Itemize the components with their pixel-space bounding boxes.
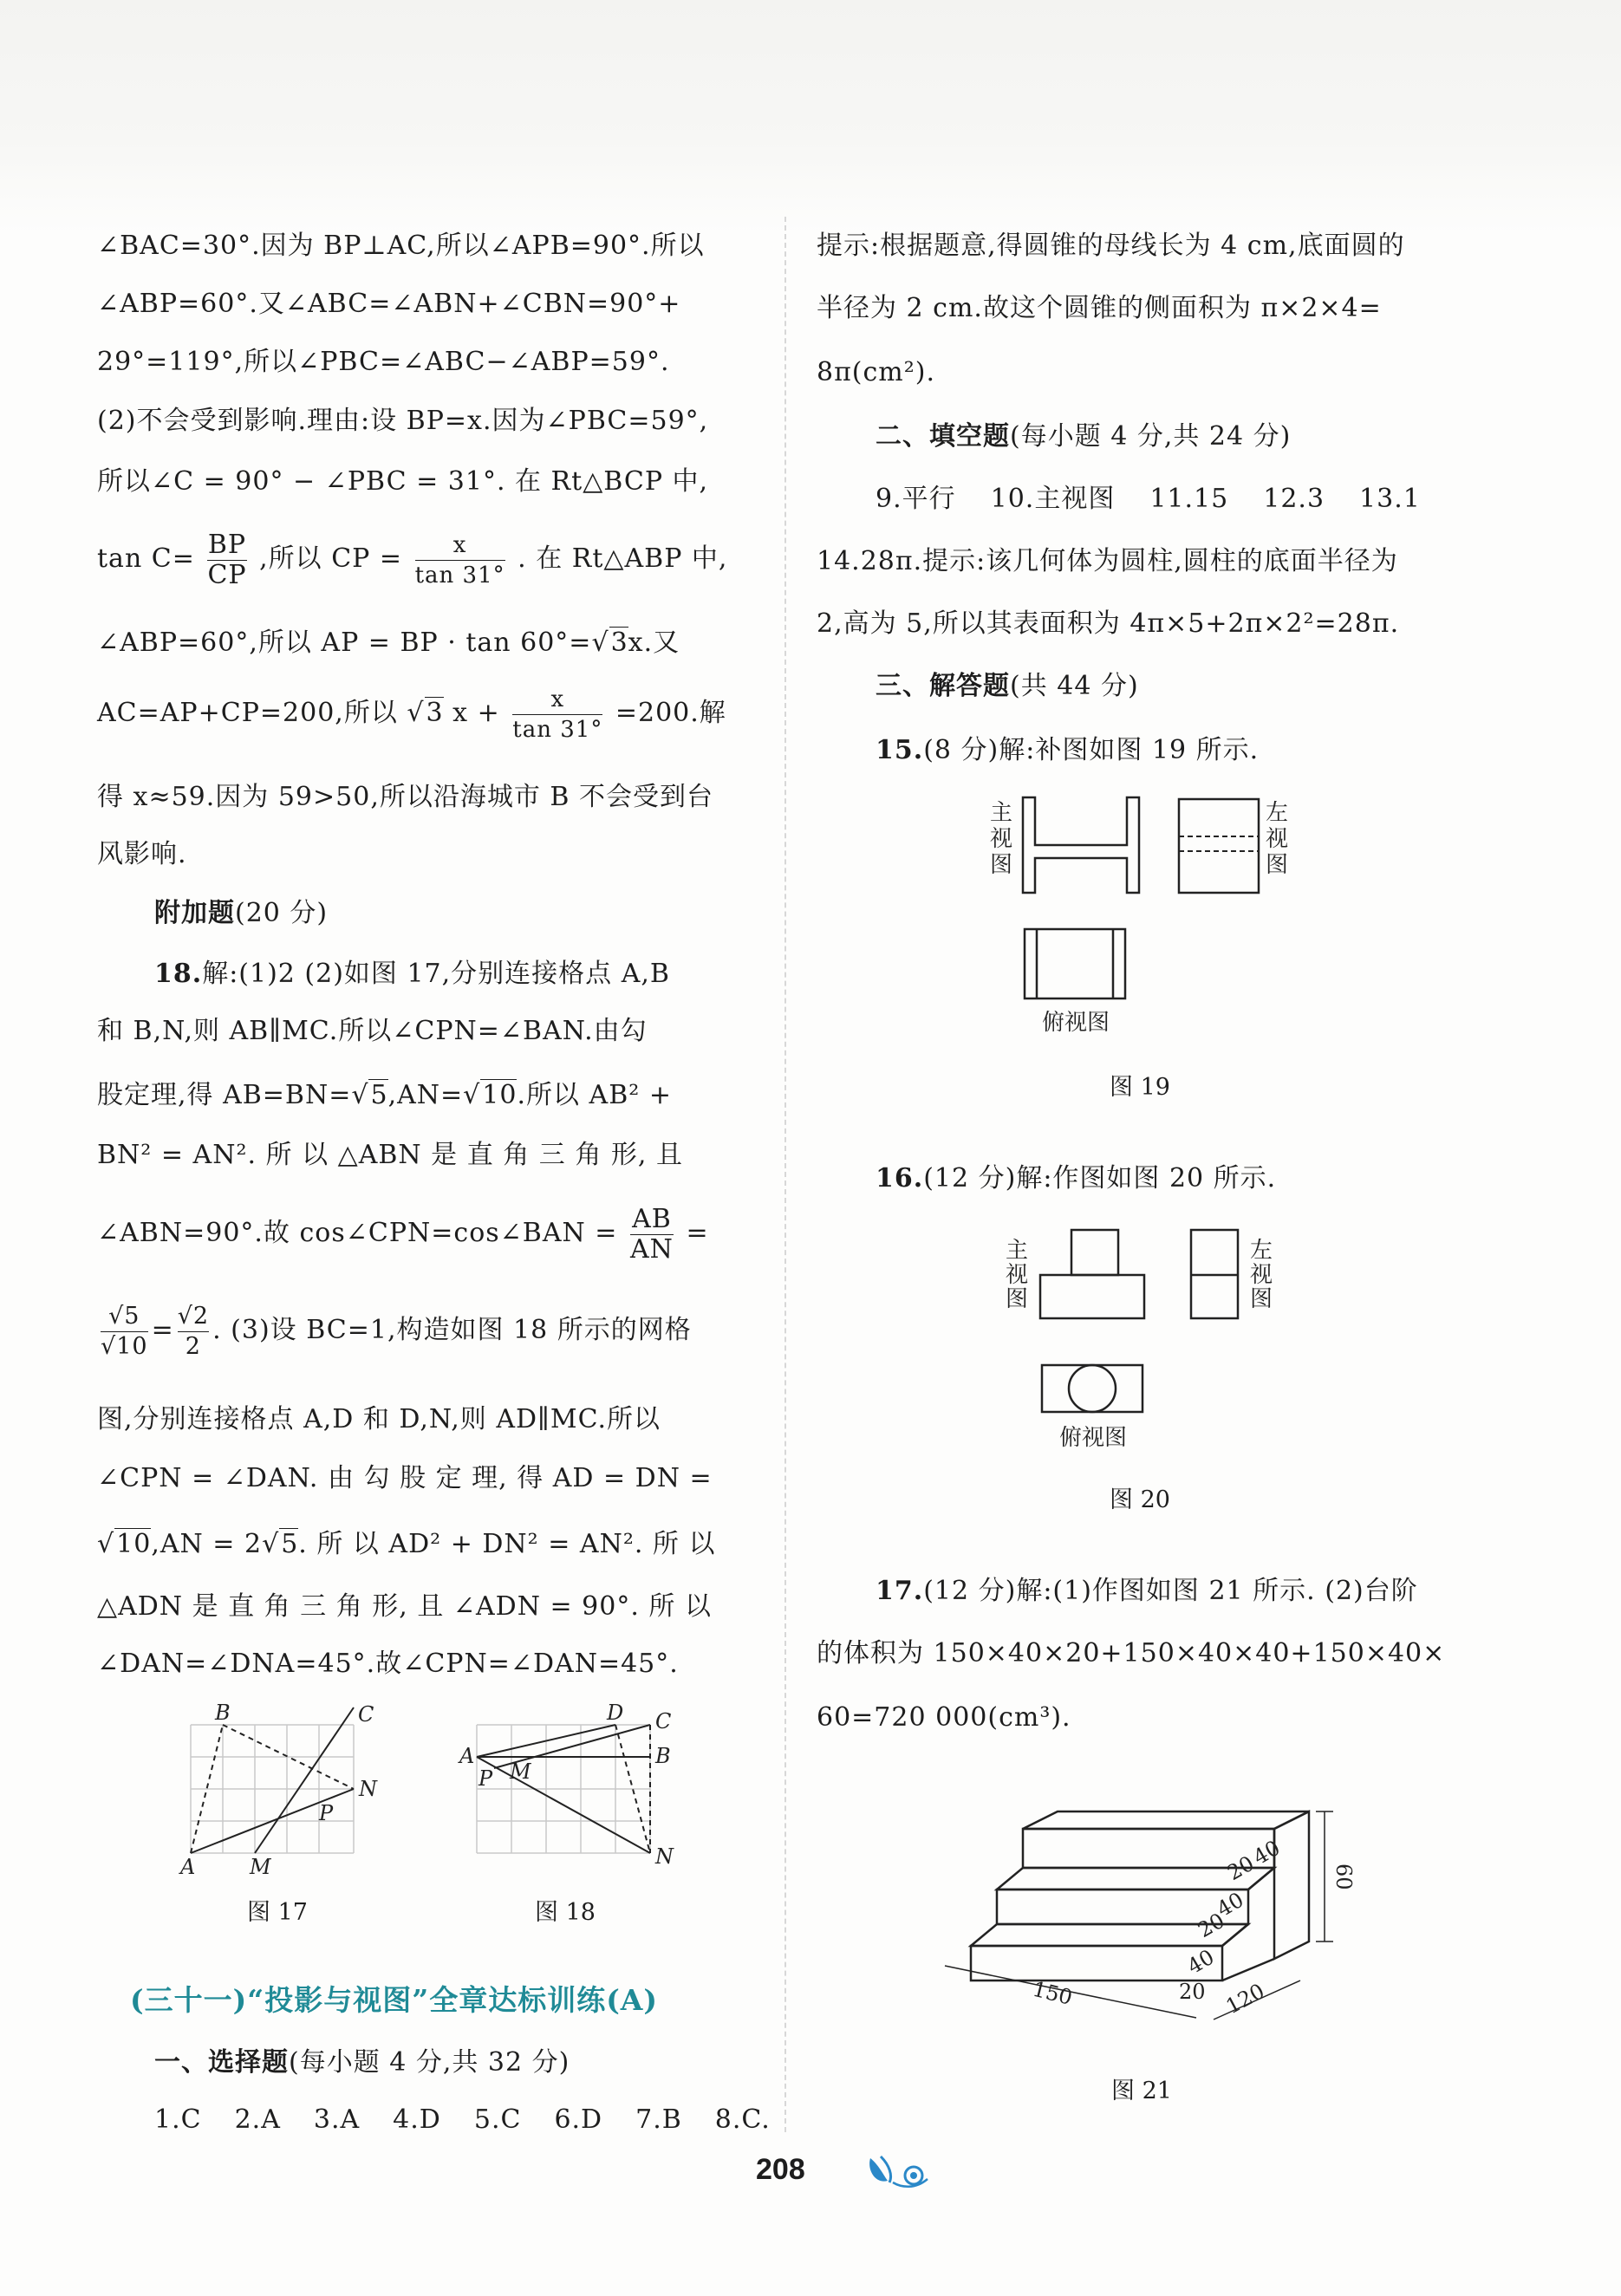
view-label-char: 图 <box>1006 1286 1029 1312</box>
figure-17 <box>173 1701 399 1879</box>
view-label-char: 图 <box>1250 1286 1273 1312</box>
label-D: D <box>607 1701 624 1725</box>
fraction <box>207 530 246 590</box>
label-N: N <box>359 1777 377 1801</box>
text-line: 60=720 000(cm³). <box>817 1702 1071 1733</box>
label-A: A <box>180 1855 196 1879</box>
top-view-shape <box>1042 1365 1143 1412</box>
heading-text: 一、选择题 <box>154 2047 289 2078</box>
sqrt-sign: √ <box>591 628 609 658</box>
view-label-char: 主 <box>990 800 1013 826</box>
section-heading <box>154 2046 570 2080</box>
answer: 3.A <box>313 2104 361 2135</box>
numerator: x <box>512 685 602 715</box>
view-label-char: 主 <box>1006 1238 1029 1264</box>
figure-18 <box>459 1701 685 1872</box>
text: AC=AP+CP=200,所以 <box>97 698 398 728</box>
text: ∠ABP=60°,所以 AP = BP · tan 60°= <box>97 628 592 658</box>
sqrt-sign: √ <box>407 698 425 728</box>
segment-AN <box>477 1757 650 1853</box>
label-N: N <box>655 1844 674 1869</box>
dim-label: 150 <box>1030 1976 1075 2010</box>
numerator: AB <box>630 1205 674 1235</box>
text-line: ∠DAN=∠DNA=45°.故∠CPN=∠DAN=45°. <box>97 1649 679 1679</box>
text: x.又 <box>628 628 680 658</box>
label-M: M <box>510 1759 531 1784</box>
page-number: 208 <box>756 2153 805 2186</box>
answer-row <box>876 482 1421 517</box>
text: ,所以 CP = <box>259 543 403 574</box>
fraction <box>415 530 505 590</box>
denominator: √10 <box>101 1332 148 1360</box>
heading-text: 二、填空题 <box>876 421 1010 452</box>
text-line: 图,分别连接格点 A,D 和 D,N,则 AD∥MC.所以 <box>97 1404 661 1434</box>
answer: 6.D <box>554 2104 603 2135</box>
answer: 4.D <box>393 2104 441 2135</box>
text: ,AN = 2 <box>151 1529 263 1559</box>
text: = <box>686 1218 709 1248</box>
text-line: △ADN 是 直 角 三 角 形, 且 ∠ADN = 90°. 所 以 <box>97 1591 712 1622</box>
view-label-char: 图 <box>1266 852 1289 878</box>
denominator: 2 <box>185 1332 201 1360</box>
dim-label: 120 <box>1221 1979 1269 2020</box>
view-label-char: 视 <box>1250 1262 1273 1288</box>
label-M: M <box>250 1855 271 1879</box>
sqrt-sign: √ <box>351 1080 369 1110</box>
dim-label: 40 <box>1249 1835 1285 1870</box>
question-number: 15. <box>876 735 924 765</box>
text: (12 分)解:作图如图 20 所示. <box>923 1163 1277 1194</box>
left-view-shape <box>1191 1230 1238 1318</box>
numerator: √2 <box>178 1302 209 1332</box>
denominator: AN <box>629 1233 674 1265</box>
radicand: 10 <box>116 1529 152 1559</box>
figure-caption: 图 18 <box>535 1899 596 1926</box>
answer: 9.平行 <box>876 484 956 514</box>
text-line: 和 B,N,则 AB∥MC.所以∠CPN=∠BAN.由勾 <box>97 1016 648 1046</box>
dim-label: 20 <box>1179 1980 1206 2004</box>
text-line-fraction <box>97 527 727 591</box>
text: 解:(1)2 (2)如图 17,分别连接格点 A,B <box>202 959 670 989</box>
sqrt-sign: √ <box>97 1529 115 1559</box>
figure-21 <box>928 1768 1378 2037</box>
numerator: √5 <box>101 1302 148 1332</box>
section-heading <box>876 669 1139 704</box>
text: 股定理,得 AB=BN= <box>97 1080 352 1110</box>
text: (8 分)解:补图如图 19 所示. <box>923 735 1260 765</box>
main-view-shape <box>1040 1230 1144 1318</box>
view-label: 俯视图 <box>1059 1425 1128 1451</box>
section-heading <box>876 420 1291 454</box>
answer: 5.C <box>473 2104 522 2135</box>
text-line-fraction <box>97 1298 692 1363</box>
answer: 7.B <box>635 2104 682 2135</box>
text-line <box>154 957 670 992</box>
denominator: CP <box>207 559 247 590</box>
text-line: 的体积为 150×40×20+150×40×40+150×40× <box>817 1638 1446 1668</box>
text-line: 2,高为 5,所以其表面积为 4π×5+2π×2²=28π. <box>817 608 1400 639</box>
text: ∠ABN=90°.故 cos∠CPN=cos∠BAN = <box>97 1218 618 1248</box>
main-view-shape <box>1023 797 1139 893</box>
numerator: BP <box>207 529 247 560</box>
figure-caption: 图 17 <box>247 1899 308 1926</box>
text-line: ∠CPN = ∠DAN. 由 勾 股 定 理, 得 AD = DN = <box>97 1463 713 1493</box>
text-line: ∠ABP=60°.又∠ABC=∠ABN+∠CBN=90°+ <box>97 289 681 319</box>
text-line: 14.28π.提示:该几何体为圆柱,圆柱的底面半径为 <box>817 546 1398 576</box>
text-line: 所以∠C = 90° − ∠PBC = 31°. 在 Rt△BCP 中, <box>97 466 709 497</box>
text-line: 得 x≈59.因为 59>50,所以沿海城市 B 不会受到台 <box>97 782 713 812</box>
label-A: A <box>459 1744 475 1768</box>
figure-caption: 图 19 <box>1110 1074 1170 1101</box>
text-line <box>876 733 1259 768</box>
text: x + <box>452 698 500 728</box>
label-P: P <box>319 1801 334 1825</box>
text: ,AN= <box>387 1080 464 1110</box>
answer: 13.1 <box>1359 484 1421 514</box>
text-line: ∠BAC=30°.因为 BP⊥AC,所以∠APB=90°.所以 <box>97 231 705 261</box>
text-line: 8π(cm²). <box>817 357 936 387</box>
view-label-char: 图 <box>990 852 1013 878</box>
view-label-char: 视 <box>1266 826 1289 852</box>
label-C: C <box>358 1702 374 1727</box>
radicand: 10 <box>482 1080 518 1110</box>
view-label-char: 视 <box>1006 1262 1029 1288</box>
left-view-shape <box>1179 799 1259 893</box>
radicand: 3 <box>426 698 444 728</box>
question-number: 16. <box>876 1163 924 1194</box>
text-line <box>97 1527 715 1562</box>
denominator: tan 31° <box>414 562 505 589</box>
text-line-fraction <box>97 681 726 745</box>
fraction <box>630 1205 674 1265</box>
heading-score: (每小题 4 分,共 24 分) <box>1010 421 1292 452</box>
text: .所以 AB² + <box>517 1080 672 1110</box>
answer: 11.15 <box>1149 484 1229 514</box>
radicand: 5 <box>370 1080 388 1110</box>
top-view-shape <box>1025 929 1125 998</box>
figure-caption: 图 21 <box>1111 2078 1172 2104</box>
fraction <box>512 685 602 745</box>
text-line: 提示:根据题意,得圆锥的母线长为 4 cm,底面圆的 <box>817 231 1405 261</box>
text-line: 风影响. <box>97 839 187 869</box>
figure-20 <box>997 1218 1326 1460</box>
view-label-char: 左 <box>1266 800 1289 826</box>
text-line <box>876 1574 1418 1609</box>
column-divider <box>784 217 786 2132</box>
staircase <box>971 1811 1309 1981</box>
fraction <box>101 1302 148 1362</box>
answer: 10.主视图 <box>990 484 1116 514</box>
question-number: 17. <box>876 1576 924 1606</box>
view-label-char: 视 <box>990 826 1013 852</box>
answer: 2.A <box>234 2104 281 2135</box>
text-line: BN² = AN². 所 以 △ABN 是 直 角 三 角 形, 且 <box>97 1140 683 1170</box>
label-C: C <box>655 1709 672 1733</box>
answer: 1.C <box>154 2104 202 2135</box>
text-line <box>97 626 680 660</box>
bonus-heading <box>154 896 328 931</box>
decorative-swirl-icon <box>863 2153 936 2191</box>
denominator: tan 31° <box>512 716 603 743</box>
answer-row <box>154 2103 771 2137</box>
text: . 所 以 AD² + DN² = AN². 所 以 <box>298 1529 716 1559</box>
radicand: 5 <box>281 1529 299 1559</box>
section-title: (三十一)“投影与视图”全章达标训练(A) <box>130 1983 659 2017</box>
dim-label: 40 <box>1183 1944 1219 1980</box>
answer: 12.3 <box>1263 484 1325 514</box>
text: =200.解 <box>615 698 726 728</box>
dim-label: 20 <box>1194 1908 1229 1943</box>
segment-MC <box>255 1707 354 1853</box>
figure-caption: 图 20 <box>1110 1486 1170 1513</box>
heading-text: 三、解答题 <box>876 671 1010 701</box>
dim-label: 40 <box>1213 1887 1248 1922</box>
bonus-title: 附加题 <box>154 898 235 928</box>
scan-header-band <box>0 0 1621 234</box>
text: . (3)设 BC=1,构造如图 18 所示的网格 <box>212 1315 692 1345</box>
label-B: B <box>215 1701 231 1725</box>
figure-19 <box>980 789 1326 1049</box>
text-line: 29°=119°,所以∠PBC=∠ABC−∠ABP=59°. <box>97 347 670 377</box>
view-label: 俯视图 <box>1042 1010 1110 1036</box>
text: tan C= <box>97 543 195 574</box>
sqrt-sign: √ <box>463 1080 481 1110</box>
text: . 在 Rt△ABP 中, <box>518 543 728 574</box>
dim-label: 20 <box>1223 1850 1259 1886</box>
text-line: 半径为 2 cm.故这个圆锥的侧面积为 π×2×4= <box>817 293 1382 323</box>
fraction <box>178 1302 209 1362</box>
label-P: P <box>478 1766 493 1791</box>
numerator: x <box>415 530 505 561</box>
text-line <box>97 1078 672 1113</box>
bonus-score: (20 分) <box>235 898 329 928</box>
question-number: 18. <box>154 959 203 989</box>
text-line <box>876 1161 1276 1196</box>
sqrt-sign: √ <box>262 1529 280 1559</box>
label-B: B <box>655 1744 671 1768</box>
text-line: (2)不会受到影响.理由:设 BP=x.因为∠PBC=59°, <box>97 406 709 436</box>
text: (12 分)解:(1)作图如图 21 所示. (2)台阶 <box>923 1576 1418 1606</box>
view-label-char: 左 <box>1250 1238 1273 1264</box>
radicand: 3 <box>610 628 628 658</box>
heading-score: (共 44 分) <box>1010 671 1139 701</box>
dim-label: 60 <box>1331 1863 1356 1890</box>
text-line-fraction <box>97 1201 709 1265</box>
heading-score: (每小题 4 分,共 32 分) <box>289 2047 570 2078</box>
text: = <box>151 1315 174 1345</box>
grid <box>477 1725 650 1853</box>
answer: 8.C. <box>714 2104 771 2135</box>
